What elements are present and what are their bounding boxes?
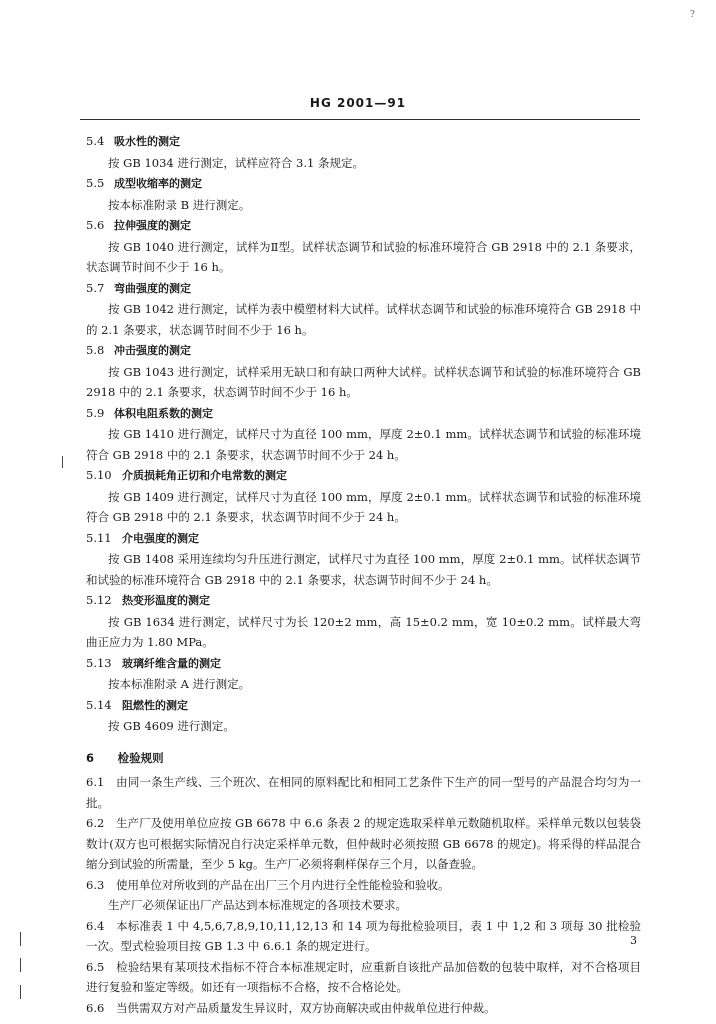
rule-item <box>86 916 641 957</box>
section-heading: 玻璃纤维含量的测定 <box>122 656 221 670</box>
margin-mark <box>62 456 63 468</box>
section-heading: 弯曲强度的测定 <box>114 281 191 295</box>
margin-mark <box>20 958 21 972</box>
section-text: 按 GB 1634 进行测定，试样尺寸为长 120±2 mm，高 15±0.2 mm，宽 10±0.2 mm。试样最大弯曲正应力为 1.80 MPa。 <box>86 614 641 649</box>
section-title <box>86 278 641 300</box>
section-text: 按 GB 1043 进行测定，试样采用无缺口和有缺口两种大试样。试样状态调节和试验的标准环境符合 GB 2918 中的 2.1 条要求，状态调节时间不少于 16 h。 <box>86 364 641 399</box>
section-title <box>86 131 641 153</box>
section-number: 5.9 <box>86 405 105 420</box>
header-rule <box>80 119 640 120</box>
section <box>86 528 641 591</box>
section-title <box>86 173 641 195</box>
section-title <box>86 528 641 550</box>
section-list <box>86 131 641 737</box>
corner-mark: ? <box>690 10 695 20</box>
section-number: 5.10 <box>86 468 112 482</box>
section <box>86 403 641 466</box>
rule-text: 使用单位对所收到的产品在出厂三个月内进行全性能检验和验收。 <box>116 877 450 892</box>
section-heading: 介电强度的测定 <box>122 531 199 545</box>
section-title <box>86 590 641 612</box>
section-heading: 介质损耗角正切和介电常数的测定 <box>122 469 287 482</box>
section <box>86 278 641 341</box>
rule-number: 6.2 <box>86 816 105 830</box>
section <box>86 653 641 695</box>
rule-text: 本标准表 1 中 4,5,6,7,8,9,10,11,12,13 和 14 项为每批检验项目，表 1 中 1,2 和 3 项每 30 批检验一次。型式检验项目按 GB 1.3 中 6.6.1 条的规定进行。 <box>86 918 641 953</box>
section-text: 按 GB 1409 进行测定，试样尺寸为直径 100 mm，厚度 2±0.1 mm。试样状态调节和试验的标准环境符合 GB 2918 中的 2.1 条要求，状态调节时间不少于 24 h。 <box>86 489 641 524</box>
margin-mark <box>20 932 21 946</box>
rule-number: 6.3 <box>86 877 105 892</box>
chapter-number: 6 <box>86 750 95 765</box>
rule-number: 6.5 <box>86 959 105 974</box>
section-title <box>86 653 641 675</box>
section-text: 按 GB 1042 进行测定，试样为表中模塑材料大试样。试样状态调节和试验的标准环境符合 GB 2918 中的 2.1 条要求，状态调节时间不少于 16 h。 <box>86 302 641 337</box>
section-heading: 冲击强度的测定 <box>114 344 191 357</box>
section-text: 按本标准附录 A 进行测定。 <box>108 677 251 691</box>
section <box>86 465 641 528</box>
section-title <box>86 695 641 717</box>
rule-subtext: 生产厂必须保证出厂产品达到本标准规定的各项技术要求。 <box>108 898 407 912</box>
section-title <box>86 215 641 237</box>
section-title <box>86 465 641 487</box>
section-text: 按本标准附录 B 进行测定。 <box>108 197 251 212</box>
section-number: 5.5 <box>86 176 105 190</box>
section-heading: 热变形温度的测定 <box>122 594 210 607</box>
section-heading: 吸水性的测定 <box>114 135 180 148</box>
section-text: 按 GB 1040 进行测定，试样为Ⅱ型。试样状态调节和试验的标准环境符合 GB 2918 中的 2.1 条要求，状态调节时间不少于 16 h。 <box>86 239 641 274</box>
section-number: 5.14 <box>86 697 112 712</box>
margin-mark <box>20 985 21 999</box>
section-number: 5.6 <box>86 218 105 232</box>
section-number: 5.12 <box>86 593 112 607</box>
document-body <box>86 131 641 1018</box>
rule-text: 检验结果有某项技术指标不符合本标准规定时，应重新自该批产品加倍数的包装中取样，对不合格项目进行复验和鉴定等级。如还有一项指标不合格，按不合格论处。 <box>86 959 641 994</box>
section-heading: 成型收缩率的测定 <box>114 177 202 190</box>
section <box>86 215 641 278</box>
section-number: 5.13 <box>86 655 112 670</box>
rule-number: 6.4 <box>86 918 105 933</box>
section <box>86 695 641 737</box>
section <box>86 131 641 173</box>
rule-number: 6.1 <box>86 775 105 789</box>
chapter-heading <box>86 748 641 769</box>
section-text: 按 GB 1408 采用连续均匀升压进行测定，试样尺寸为直径 100 mm，厚度 2±0.1 mm。试样状态调节和试验的标准环境符合 GB 2918 中的 2.1 条要求，状态调节时间不少于 24 h。 <box>86 552 641 587</box>
section-number: 5.8 <box>86 343 105 357</box>
rule-list <box>86 772 641 1018</box>
section-number: 5.4 <box>86 134 105 148</box>
section-text: 按 GB 1410 进行测定，试样尺寸为直径 100 mm，厚度 2±0.1 mm。试样状态调节和试验的标准环境符合 GB 2918 中的 2.1 条要求，状态调节时间不少于 24 h。 <box>86 427 641 462</box>
section <box>86 173 641 215</box>
rule-number: 6.6 <box>86 1000 105 1015</box>
section-title <box>86 340 641 362</box>
section <box>86 590 641 653</box>
page-header: HG 2001—91 <box>309 96 407 110</box>
page-number: 3 <box>630 934 637 947</box>
section-number: 5.11 <box>86 530 112 545</box>
rule-item <box>86 998 641 1019</box>
section <box>86 340 641 403</box>
rule-text: 当供需双方对产品质量发生异议时，双方协商解决或由仲裁单位进行仲裁。 <box>116 1000 496 1015</box>
section-heading: 阻燃性的测定 <box>122 698 188 712</box>
section-text: 按 GB 4609 进行测定。 <box>108 719 235 733</box>
section-title <box>86 403 641 425</box>
section-number: 5.7 <box>86 280 105 295</box>
chapter-title: 检验规则 <box>117 750 164 765</box>
rule-item <box>86 957 641 998</box>
section-heading: 拉伸强度的测定 <box>114 219 191 232</box>
rule-item <box>86 813 641 875</box>
rule-item <box>86 772 641 813</box>
rule-item <box>86 875 641 896</box>
rule-text: 生产厂及使用单位应按 GB 6678 中 6.6 条表 2 的规定选取采样单元数随机取样。采样单元数以包装袋数计(双方也可根据实际情况自行决定采样单元数，但仲裁时必须按照 GB 6678 的规定)。将采得的样品混合缩分到试验的所需量，至少 5 kg。生产厂必须将剩样保存三个月，以备查验。 <box>86 816 641 871</box>
section-heading: 体积电阻系数的测定 <box>114 406 213 420</box>
section-text: 按 GB 1034 进行测定，试样应符合 3.1 条规定。 <box>108 155 364 170</box>
rule-text: 由同一条生产线、三个班次、在相同的原料配比和相同工艺条件下生产的同一型号的产品混合均匀为一批。 <box>86 775 641 810</box>
